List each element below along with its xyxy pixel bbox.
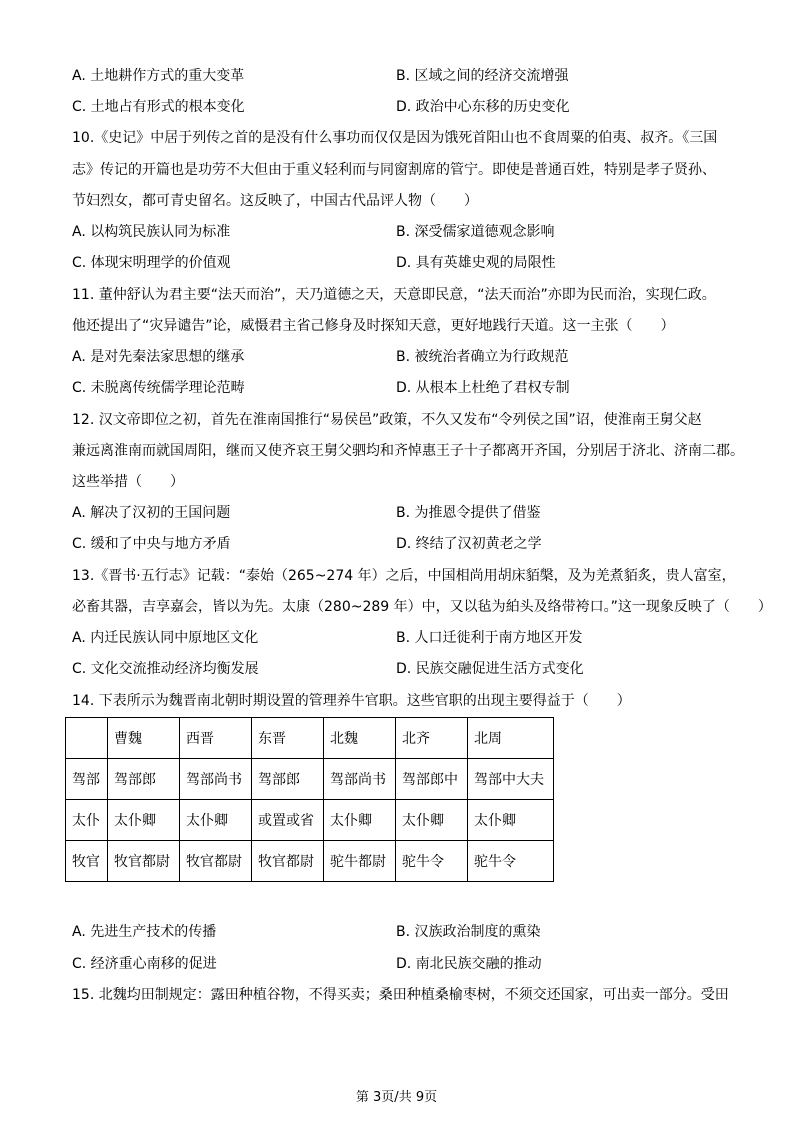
q11-option-d: D. 从根本上杜绝了君权专制 — [396, 380, 570, 396]
table-row — [66, 841, 554, 882]
table-cell: 驼牛都尉 — [324, 841, 396, 882]
table-cell: 太仆卿 — [180, 800, 252, 841]
q12-option-d: D. 终结了汉初黄老之学 — [396, 536, 542, 552]
q9-option-b: B. 区域之间的经济交流增强 — [396, 68, 569, 84]
table-cell: 牧官 — [66, 841, 108, 882]
table-cell: 太仆卿 — [396, 800, 468, 841]
q13-stem-line-2: 必畜其器，吉享嘉会，皆以为先。太康（280~289 年）中，又以毡为絈头及络带袴口。”这一现象反映了（ ） — [72, 599, 772, 615]
q12-option-b: B. 为推恩令提供了借鉴 — [396, 505, 541, 521]
table-cell: 驾部 — [66, 759, 108, 800]
table-cell: 太仆 — [66, 800, 108, 841]
q13-option-b: B. 人口迁徙利于南方地区开发 — [396, 630, 583, 646]
q12-option-a: A. 解决了汉初的王国问题 — [72, 505, 231, 521]
page-footer: 第 3页/共 9页 — [355, 1090, 438, 1105]
table-cell: 太仆卿 — [108, 800, 180, 841]
table-cell: 牧官都尉 — [180, 841, 252, 882]
q12-stem-line-2: 兼远离淮南而就国周阳，继而又使齐哀王舅父驷均和齐悼惠王子十子都离开齐国，分别居于济北、济南二郡。 — [72, 443, 744, 459]
table-header-cell: 北周 — [468, 718, 554, 759]
q13-stem-line-1: 13.《晋书·五行志》记载：“泰始（265~274 年）之后，中国相尚用胡床貊槃，及为羌煮貊炙，贵人富室， — [72, 568, 736, 584]
q11-option-c: C. 未脱离传统儒学理论范畴 — [72, 380, 245, 396]
table-header-cell: 曹魏 — [108, 718, 180, 759]
table-cell: 驼牛令 — [468, 841, 554, 882]
table-cell: 驾部中大夫 — [468, 759, 554, 800]
q13-option-c: C. 文化交流推动经济均衡发展 — [72, 661, 259, 677]
q9-option-d: D. 政治中心东移的历史变化 — [396, 99, 570, 115]
table-cell: 驾部郎 — [252, 759, 324, 800]
q14-option-c: C. 经济重心南移的促进 — [72, 956, 217, 972]
q11-option-a: A. 是对先秦法家思想的继承 — [72, 349, 245, 365]
q9-option-c: C. 土地占有形式的根本变化 — [72, 99, 245, 115]
q13-option-a: A. 内迁民族认同中原地区文化 — [72, 630, 259, 646]
q12-stem-line-1: 12. 汉文帝即位之初，首先在淮南国推行“易侯邑”政策，不久又发布“令列侯之国”诏，使淮南王舅父赵 — [72, 412, 702, 428]
q10-option-d: D. 具有英雄史观的局限性 — [396, 255, 556, 271]
table-cell: 驾部尚书 — [180, 759, 252, 800]
q10-stem-line-2: 志》传记的开篇也是功劳不大但由于重义轻利而与同窗割席的管宁。即使是普通百姓，特别是孝子贤孙、 — [72, 162, 716, 178]
q11-stem-line-2: 他还提出了“灾异谴告”论，威慑君主省己修身及时探知天意，更好地践行天道。这一主张（ ） — [72, 318, 675, 334]
table-cell: 驼牛令 — [396, 841, 468, 882]
q10-stem-line-3: 节妇烈女，都可青史留名。这反映了，中国古代品评人物（ ） — [72, 193, 478, 209]
table-row — [66, 800, 554, 841]
q11-stem-line-1: 11. 董仲舒认为君主要“法天而治”，天乃道德之天，天意即民意，“法天而治”亦即为民而治，实现仁政。 — [72, 287, 716, 303]
q10-option-a: A. 以构筑民族认同为标准 — [72, 224, 231, 240]
q14-option-d: D. 南北民族交融的推动 — [396, 956, 542, 972]
table-header-cell — [66, 718, 108, 759]
q11-option-b: B. 被统治者确立为行政规范 — [396, 349, 569, 365]
q14-stem-line-1: 14. 下表所示为魏晋南北朝时期设置的管理养牛官职。这些官职的出现主要得益于（ ） — [72, 693, 631, 709]
table-cell: 驾部郎 — [108, 759, 180, 800]
q10-stem-line-1: 10.《史记》中居于列传之首的是没有什么事功而仅仅是因为饿死首阳山也不食周粟的伯夷、叔齐。《三国 — [72, 130, 718, 146]
q13-option-d: D. 民族交融促进生活方式变化 — [396, 661, 584, 677]
table-cell: 牧官都尉 — [252, 841, 324, 882]
q12-stem-line-3: 这些举措（ ） — [72, 474, 184, 490]
table-cell: 驾部郎中 — [396, 759, 468, 800]
q12-option-c: C. 缓和了中央与地方矛盾 — [72, 536, 231, 552]
q9-option-a: A. 土地耕作方式的重大变革 — [72, 68, 245, 84]
q14-option-a: A. 先进生产技术的传播 — [72, 924, 217, 940]
table-row — [66, 759, 554, 800]
table-header-row — [66, 718, 554, 759]
officials-table — [65, 717, 554, 882]
q15-stem-line-1: 15. 北魏均田制规定：露田种植谷物，不得买卖；桑田种植桑榆枣树，不须交还国家，可出卖一部分。受田 — [72, 987, 729, 1003]
table-header-cell: 北齐 — [396, 718, 468, 759]
table-cell: 驾部尚书 — [324, 759, 396, 800]
table-cell: 或置或省 — [252, 800, 324, 841]
table-cell: 牧官都尉 — [108, 841, 180, 882]
q10-option-c: C. 体现宋明理学的价值观 — [72, 255, 231, 271]
table-header-cell: 西晋 — [180, 718, 252, 759]
q14-option-b: B. 汉族政治制度的熏染 — [396, 924, 541, 940]
table-cell: 太仆卿 — [324, 800, 396, 841]
table-header-cell: 东晋 — [252, 718, 324, 759]
table-cell: 太仆卿 — [468, 800, 554, 841]
table-header-cell: 北魏 — [324, 718, 396, 759]
q10-option-b: B. 深受儒家道德观念影响 — [396, 224, 555, 240]
